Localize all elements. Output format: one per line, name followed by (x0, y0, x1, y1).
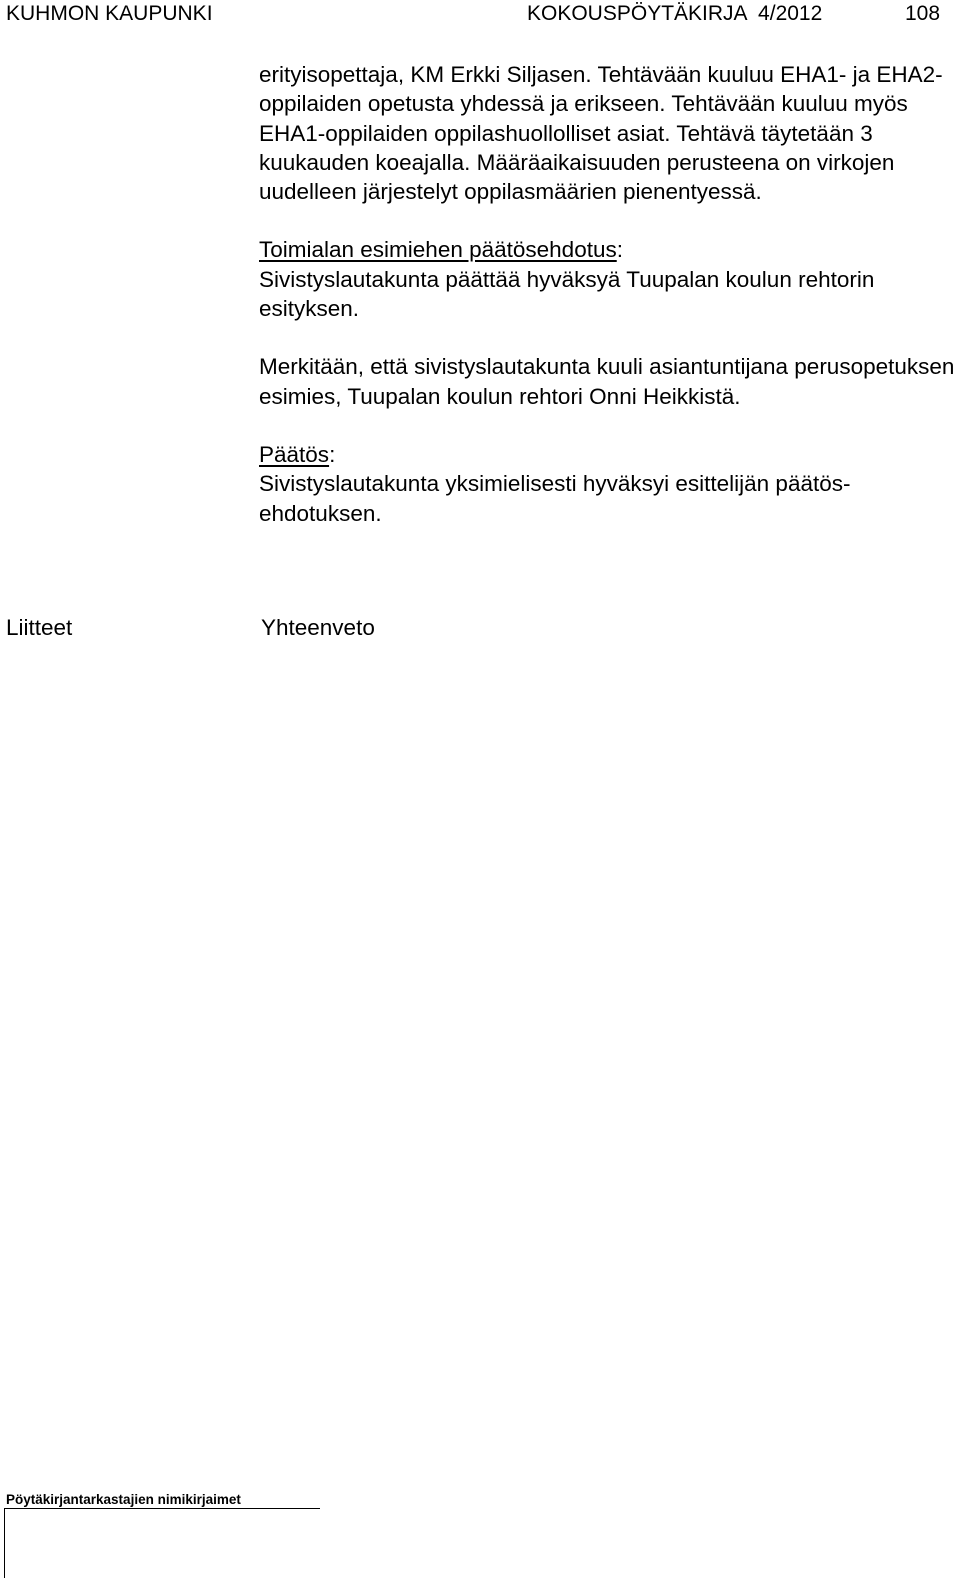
decision-text-line2: ehdotuksen. (259, 500, 382, 526)
main-content (259, 60, 957, 557)
paragraph-decision (259, 440, 957, 528)
proposal-text: Sivistyslautakunta päättää hyväksyä Tuupalan koulun rehtorin esityksen. (259, 266, 875, 322)
organization-name: KUHMON KAUPUNKI (6, 2, 213, 25)
decision-colon: : (329, 441, 336, 467)
signature-label: Pöytäkirjantarkastajien nimikirjaimet (6, 1492, 241, 1507)
proposal-colon: : (616, 237, 623, 263)
page-number: 108 (905, 2, 941, 25)
attachments-label: Liitteet (6, 615, 73, 640)
paragraph-description: erityisopettaja, KM Erkki Siljasen. Tehtävään kuuluu EHA1- ja EHA2-oppilaiden opetusta yhdessä ja erikseen. Tehtävään kuuluu myös EHA1-oppilaiden oppilashuollolliset asiat. Tehtävä täytetään 3 kuukauden koeajalla. Määräaikaisuuden perusteena on virkojen uudelleen järjestelyt oppilasmäärien pienentyessä. (259, 62, 943, 205)
decision-heading: Päätös (259, 441, 330, 467)
paragraph-proposal (259, 235, 957, 323)
page-header (0, 0, 960, 30)
proposal-heading: Toimialan esimiehen päätösehdotus (259, 237, 617, 263)
signature-line-horizontal (4, 1508, 320, 1509)
attachments-value: Yhteenveto (261, 615, 375, 640)
document-type: KOKOUSPÖYTÄKIRJA 4/2012 (527, 2, 823, 25)
paragraph-note: Merkitään, että sivistyslautakunta kuuli asiantuntijana perusopetuksen esimies, Tuupalan koulun rehtori Onni Heikkistä. (259, 354, 955, 409)
decision-text-line1: Sivistyslautakunta yksimielisesti hyväksyi esittelijän päätös- (259, 471, 851, 497)
signature-line-vertical (4, 1508, 5, 1578)
